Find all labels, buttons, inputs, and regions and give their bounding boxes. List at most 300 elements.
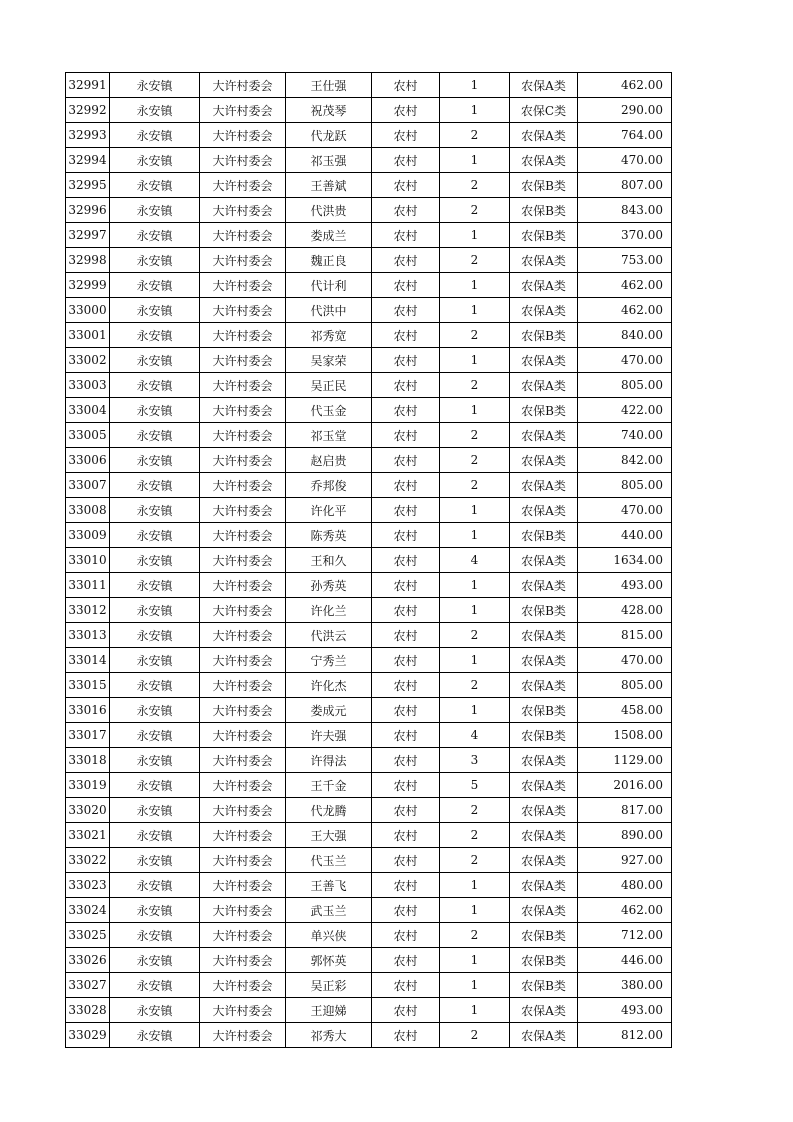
village-committee-cell: 大许村委会 <box>200 898 286 923</box>
insurance-class-cell: 农保B类 <box>510 698 578 723</box>
town-cell: 永安镇 <box>110 248 200 273</box>
town-cell: 永安镇 <box>110 348 200 373</box>
amount-cell: 805.00 <box>578 473 672 498</box>
name-cell: 王和久 <box>286 548 372 573</box>
name-cell: 陈秀英 <box>286 523 372 548</box>
insurance-class-cell: 农保B类 <box>510 323 578 348</box>
record-id-cell: 32993 <box>66 123 110 148</box>
amount-cell: 470.00 <box>578 148 672 173</box>
village-committee-cell: 大许村委会 <box>200 73 286 98</box>
amount-cell: 805.00 <box>578 373 672 398</box>
name-cell: 祁玉堂 <box>286 423 372 448</box>
amount-cell: 1508.00 <box>578 723 672 748</box>
amount-cell: 422.00 <box>578 398 672 423</box>
village-committee-cell: 大许村委会 <box>200 998 286 1023</box>
amount-cell: 712.00 <box>578 923 672 948</box>
table-row <box>66 398 672 423</box>
area-type-cell: 农村 <box>372 248 440 273</box>
insurance-class-cell: 农保A类 <box>510 123 578 148</box>
name-cell: 娄成兰 <box>286 223 372 248</box>
town-cell: 永安镇 <box>110 623 200 648</box>
table-row <box>66 923 672 948</box>
amount-cell: 927.00 <box>578 848 672 873</box>
amount-cell: 840.00 <box>578 323 672 348</box>
village-committee-cell: 大许村委会 <box>200 248 286 273</box>
name-cell: 魏正良 <box>286 248 372 273</box>
amount-cell: 470.00 <box>578 498 672 523</box>
area-type-cell: 农村 <box>372 548 440 573</box>
village-committee-cell: 大许村委会 <box>200 373 286 398</box>
record-id-cell: 33023 <box>66 873 110 898</box>
town-cell: 永安镇 <box>110 748 200 773</box>
village-committee-cell: 大许村委会 <box>200 523 286 548</box>
area-type-cell: 农村 <box>372 73 440 98</box>
table-row <box>66 548 672 573</box>
table-row <box>66 173 672 198</box>
name-cell: 郭怀英 <box>286 948 372 973</box>
household-count-cell: 1 <box>440 973 510 998</box>
household-count-cell: 1 <box>440 148 510 173</box>
table-row <box>66 973 672 998</box>
amount-cell: 480.00 <box>578 873 672 898</box>
village-committee-cell: 大许村委会 <box>200 923 286 948</box>
name-cell: 王善飞 <box>286 873 372 898</box>
insurance-class-cell: 农保A类 <box>510 798 578 823</box>
town-cell: 永安镇 <box>110 423 200 448</box>
name-cell: 代玉兰 <box>286 848 372 873</box>
table-row <box>66 373 672 398</box>
town-cell: 永安镇 <box>110 923 200 948</box>
town-cell: 永安镇 <box>110 573 200 598</box>
table-row <box>66 223 672 248</box>
table-row <box>66 498 672 523</box>
household-count-cell: 1 <box>440 598 510 623</box>
town-cell: 永安镇 <box>110 323 200 348</box>
record-id-cell: 33018 <box>66 748 110 773</box>
record-id-cell: 33013 <box>66 623 110 648</box>
household-count-cell: 4 <box>440 548 510 573</box>
amount-cell: 493.00 <box>578 998 672 1023</box>
table-row <box>66 773 672 798</box>
household-count-cell: 1 <box>440 898 510 923</box>
insurance-class-cell: 农保A类 <box>510 273 578 298</box>
record-id-cell: 33024 <box>66 898 110 923</box>
town-cell: 永安镇 <box>110 598 200 623</box>
table-row <box>66 598 672 623</box>
area-type-cell: 农村 <box>372 923 440 948</box>
village-committee-cell: 大许村委会 <box>200 548 286 573</box>
insurance-class-cell: 农保B类 <box>510 173 578 198</box>
name-cell: 代洪云 <box>286 623 372 648</box>
household-count-cell: 1 <box>440 223 510 248</box>
household-count-cell: 1 <box>440 73 510 98</box>
record-id-cell: 33001 <box>66 323 110 348</box>
record-id-cell: 33012 <box>66 598 110 623</box>
village-committee-cell: 大许村委会 <box>200 573 286 598</box>
village-committee-cell: 大许村委会 <box>200 448 286 473</box>
amount-cell: 462.00 <box>578 298 672 323</box>
area-type-cell: 农村 <box>372 223 440 248</box>
household-count-cell: 2 <box>440 323 510 348</box>
household-count-cell: 2 <box>440 623 510 648</box>
insurance-class-cell: 农保A类 <box>510 648 578 673</box>
name-cell: 王千金 <box>286 773 372 798</box>
table-row <box>66 1023 672 1048</box>
table-row <box>66 898 672 923</box>
name-cell: 代龙跃 <box>286 123 372 148</box>
table-row <box>66 648 672 673</box>
record-id-cell: 32998 <box>66 248 110 273</box>
household-count-cell: 1 <box>440 298 510 323</box>
name-cell: 许夫强 <box>286 723 372 748</box>
amount-cell: 458.00 <box>578 698 672 723</box>
record-id-cell: 33002 <box>66 348 110 373</box>
area-type-cell: 农村 <box>372 798 440 823</box>
village-committee-cell: 大许村委会 <box>200 473 286 498</box>
table-row <box>66 273 672 298</box>
area-type-cell: 农村 <box>372 348 440 373</box>
area-type-cell: 农村 <box>372 773 440 798</box>
area-type-cell: 农村 <box>372 998 440 1023</box>
village-committee-cell: 大许村委会 <box>200 848 286 873</box>
insurance-class-cell: 农保A类 <box>510 748 578 773</box>
amount-cell: 2016.00 <box>578 773 672 798</box>
insurance-class-cell: 农保B类 <box>510 398 578 423</box>
name-cell: 吴正民 <box>286 373 372 398</box>
town-cell: 永安镇 <box>110 448 200 473</box>
area-type-cell: 农村 <box>372 273 440 298</box>
name-cell: 王迎娣 <box>286 998 372 1023</box>
town-cell: 永安镇 <box>110 473 200 498</box>
town-cell: 永安镇 <box>110 548 200 573</box>
insurance-class-cell: 农保A类 <box>510 423 578 448</box>
amount-cell: 890.00 <box>578 823 672 848</box>
record-id-cell: 33021 <box>66 823 110 848</box>
area-type-cell: 农村 <box>372 1023 440 1048</box>
amount-cell: 462.00 <box>578 73 672 98</box>
area-type-cell: 农村 <box>372 498 440 523</box>
area-type-cell: 农村 <box>372 973 440 998</box>
name-cell: 代玉金 <box>286 398 372 423</box>
insurance-class-cell: 农保A类 <box>510 873 578 898</box>
insurance-class-cell: 农保B类 <box>510 198 578 223</box>
record-id-cell: 33029 <box>66 1023 110 1048</box>
insurance-class-cell: 农保A类 <box>510 998 578 1023</box>
insurance-class-cell: 农保A类 <box>510 573 578 598</box>
town-cell: 永安镇 <box>110 723 200 748</box>
village-committee-cell: 大许村委会 <box>200 648 286 673</box>
name-cell: 吴家荣 <box>286 348 372 373</box>
record-id-cell: 33017 <box>66 723 110 748</box>
village-committee-cell: 大许村委会 <box>200 398 286 423</box>
table-row <box>66 573 672 598</box>
table-row <box>66 448 672 473</box>
town-cell: 永安镇 <box>110 523 200 548</box>
amount-cell: 470.00 <box>578 348 672 373</box>
amount-cell: 493.00 <box>578 573 672 598</box>
table-row <box>66 798 672 823</box>
amount-cell: 470.00 <box>578 648 672 673</box>
area-type-cell: 农村 <box>372 198 440 223</box>
amount-cell: 446.00 <box>578 948 672 973</box>
household-count-cell: 1 <box>440 948 510 973</box>
town-cell: 永安镇 <box>110 498 200 523</box>
town-cell: 永安镇 <box>110 848 200 873</box>
town-cell: 永安镇 <box>110 798 200 823</box>
area-type-cell: 农村 <box>372 873 440 898</box>
town-cell: 永安镇 <box>110 773 200 798</box>
village-committee-cell: 大许村委会 <box>200 423 286 448</box>
name-cell: 祁秀大 <box>286 1023 372 1048</box>
insurance-class-cell: 农保A类 <box>510 848 578 873</box>
village-committee-cell: 大许村委会 <box>200 323 286 348</box>
record-id-cell: 33022 <box>66 848 110 873</box>
name-cell: 吴正彩 <box>286 973 372 998</box>
table-row <box>66 73 672 98</box>
town-cell: 永安镇 <box>110 873 200 898</box>
household-count-cell: 1 <box>440 698 510 723</box>
record-id-cell: 33008 <box>66 498 110 523</box>
amount-cell: 740.00 <box>578 423 672 448</box>
amount-cell: 753.00 <box>578 248 672 273</box>
amount-cell: 1129.00 <box>578 748 672 773</box>
table-row <box>66 298 672 323</box>
insurance-class-cell: 农保B类 <box>510 923 578 948</box>
name-cell: 祁秀宽 <box>286 323 372 348</box>
village-committee-cell: 大许村委会 <box>200 348 286 373</box>
area-type-cell: 农村 <box>372 723 440 748</box>
area-type-cell: 农村 <box>372 323 440 348</box>
household-count-cell: 2 <box>440 198 510 223</box>
record-id-cell: 33003 <box>66 373 110 398</box>
town-cell: 永安镇 <box>110 648 200 673</box>
table-body <box>66 73 672 1048</box>
area-type-cell: 农村 <box>372 598 440 623</box>
village-committee-cell: 大许村委会 <box>200 148 286 173</box>
record-id-cell: 33011 <box>66 573 110 598</box>
insurance-class-cell: 农保A类 <box>510 1023 578 1048</box>
table-row <box>66 873 672 898</box>
village-committee-cell: 大许村委会 <box>200 273 286 298</box>
area-type-cell: 农村 <box>372 748 440 773</box>
insurance-class-cell: 农保A类 <box>510 773 578 798</box>
insurance-class-cell: 农保A类 <box>510 823 578 848</box>
data-table <box>65 72 672 1048</box>
table-row <box>66 473 672 498</box>
area-type-cell: 农村 <box>372 648 440 673</box>
household-count-cell: 2 <box>440 848 510 873</box>
record-id-cell: 33016 <box>66 698 110 723</box>
table-row <box>66 423 672 448</box>
household-count-cell: 2 <box>440 823 510 848</box>
record-id-cell: 33004 <box>66 398 110 423</box>
table-row <box>66 748 672 773</box>
household-count-cell: 1 <box>440 498 510 523</box>
table-row <box>66 348 672 373</box>
table-row <box>66 998 672 1023</box>
area-type-cell: 农村 <box>372 298 440 323</box>
insurance-class-cell: 农保B类 <box>510 223 578 248</box>
town-cell: 永安镇 <box>110 73 200 98</box>
household-count-cell: 4 <box>440 723 510 748</box>
village-committee-cell: 大许村委会 <box>200 1023 286 1048</box>
area-type-cell: 农村 <box>372 823 440 848</box>
amount-cell: 805.00 <box>578 673 672 698</box>
town-cell: 永安镇 <box>110 223 200 248</box>
name-cell: 单兴侠 <box>286 923 372 948</box>
table-row <box>66 123 672 148</box>
insurance-class-cell: 农保A类 <box>510 298 578 323</box>
village-committee-cell: 大许村委会 <box>200 598 286 623</box>
name-cell: 许得法 <box>286 748 372 773</box>
area-type-cell: 农村 <box>372 698 440 723</box>
town-cell: 永安镇 <box>110 98 200 123</box>
name-cell: 娄成元 <box>286 698 372 723</box>
village-committee-cell: 大许村委会 <box>200 773 286 798</box>
household-count-cell: 1 <box>440 998 510 1023</box>
insurance-class-cell: 农保A类 <box>510 248 578 273</box>
village-committee-cell: 大许村委会 <box>200 98 286 123</box>
record-id-cell: 33009 <box>66 523 110 548</box>
town-cell: 永安镇 <box>110 973 200 998</box>
table-row <box>66 198 672 223</box>
household-count-cell: 1 <box>440 273 510 298</box>
name-cell: 许化平 <box>286 498 372 523</box>
village-committee-cell: 大许村委会 <box>200 823 286 848</box>
insurance-class-cell: 农保B类 <box>510 973 578 998</box>
insurance-class-cell: 农保A类 <box>510 898 578 923</box>
village-committee-cell: 大许村委会 <box>200 298 286 323</box>
household-count-cell: 2 <box>440 123 510 148</box>
amount-cell: 812.00 <box>578 1023 672 1048</box>
area-type-cell: 农村 <box>372 123 440 148</box>
village-committee-cell: 大许村委会 <box>200 748 286 773</box>
record-id-cell: 32995 <box>66 173 110 198</box>
table-row <box>66 848 672 873</box>
household-count-cell: 2 <box>440 1023 510 1048</box>
household-count-cell: 2 <box>440 423 510 448</box>
town-cell: 永安镇 <box>110 398 200 423</box>
table-row <box>66 948 672 973</box>
insurance-class-cell: 农保C类 <box>510 98 578 123</box>
town-cell: 永安镇 <box>110 673 200 698</box>
village-committee-cell: 大许村委会 <box>200 123 286 148</box>
insurance-class-cell: 农保A类 <box>510 623 578 648</box>
area-type-cell: 农村 <box>372 623 440 648</box>
table-row <box>66 823 672 848</box>
town-cell: 永安镇 <box>110 948 200 973</box>
table-row <box>66 248 672 273</box>
name-cell: 赵启贵 <box>286 448 372 473</box>
area-type-cell: 农村 <box>372 373 440 398</box>
insurance-class-cell: 农保A类 <box>510 373 578 398</box>
name-cell: 王善斌 <box>286 173 372 198</box>
record-id-cell: 33025 <box>66 923 110 948</box>
insurance-class-cell: 农保A类 <box>510 473 578 498</box>
town-cell: 永安镇 <box>110 898 200 923</box>
record-id-cell: 33020 <box>66 798 110 823</box>
village-committee-cell: 大许村委会 <box>200 623 286 648</box>
household-count-cell: 1 <box>440 873 510 898</box>
table-row <box>66 623 672 648</box>
record-id-cell: 33000 <box>66 298 110 323</box>
household-count-cell: 5 <box>440 773 510 798</box>
town-cell: 永安镇 <box>110 698 200 723</box>
name-cell: 乔邦俊 <box>286 473 372 498</box>
record-id-cell: 33028 <box>66 998 110 1023</box>
area-type-cell: 农村 <box>372 523 440 548</box>
record-id-cell: 33027 <box>66 973 110 998</box>
insurance-class-cell: 农保A类 <box>510 448 578 473</box>
household-count-cell: 2 <box>440 798 510 823</box>
record-id-cell: 33026 <box>66 948 110 973</box>
area-type-cell: 农村 <box>372 673 440 698</box>
record-id-cell: 33007 <box>66 473 110 498</box>
household-count-cell: 1 <box>440 348 510 373</box>
household-count-cell: 1 <box>440 398 510 423</box>
household-count-cell: 1 <box>440 98 510 123</box>
name-cell: 代计利 <box>286 273 372 298</box>
record-id-cell: 33019 <box>66 773 110 798</box>
town-cell: 永安镇 <box>110 148 200 173</box>
name-cell: 孙秀英 <box>286 573 372 598</box>
amount-cell: 1634.00 <box>578 548 672 573</box>
record-id-cell: 32997 <box>66 223 110 248</box>
household-count-cell: 1 <box>440 523 510 548</box>
table-row <box>66 673 672 698</box>
village-committee-cell: 大许村委会 <box>200 973 286 998</box>
table-row <box>66 323 672 348</box>
record-id-cell: 32994 <box>66 148 110 173</box>
area-type-cell: 农村 <box>372 573 440 598</box>
town-cell: 永安镇 <box>110 273 200 298</box>
record-id-cell: 32996 <box>66 198 110 223</box>
town-cell: 永安镇 <box>110 173 200 198</box>
insurance-class-cell: 农保A类 <box>510 73 578 98</box>
name-cell: 王大强 <box>286 823 372 848</box>
amount-cell: 462.00 <box>578 898 672 923</box>
insurance-class-cell: 农保A类 <box>510 348 578 373</box>
amount-cell: 843.00 <box>578 198 672 223</box>
amount-cell: 370.00 <box>578 223 672 248</box>
household-count-cell: 1 <box>440 573 510 598</box>
village-committee-cell: 大许村委会 <box>200 198 286 223</box>
town-cell: 永安镇 <box>110 1023 200 1048</box>
household-count-cell: 1 <box>440 648 510 673</box>
amount-cell: 428.00 <box>578 598 672 623</box>
town-cell: 永安镇 <box>110 123 200 148</box>
name-cell: 许化杰 <box>286 673 372 698</box>
town-cell: 永安镇 <box>110 823 200 848</box>
insurance-class-cell: 农保A类 <box>510 548 578 573</box>
area-type-cell: 农村 <box>372 448 440 473</box>
name-cell: 代洪贵 <box>286 198 372 223</box>
name-cell: 宁秀兰 <box>286 648 372 673</box>
household-count-cell: 2 <box>440 473 510 498</box>
insurance-class-cell: 农保B类 <box>510 948 578 973</box>
record-id-cell: 33015 <box>66 673 110 698</box>
household-count-cell: 2 <box>440 173 510 198</box>
insurance-class-cell: 农保B类 <box>510 598 578 623</box>
record-id-cell: 32999 <box>66 273 110 298</box>
insurance-class-cell: 农保B类 <box>510 523 578 548</box>
name-cell: 祁玉强 <box>286 148 372 173</box>
village-committee-cell: 大许村委会 <box>200 223 286 248</box>
name-cell: 代洪中 <box>286 298 372 323</box>
insurance-class-cell: 农保A类 <box>510 673 578 698</box>
insurance-class-cell: 农保A类 <box>510 498 578 523</box>
record-id-cell: 32992 <box>66 98 110 123</box>
